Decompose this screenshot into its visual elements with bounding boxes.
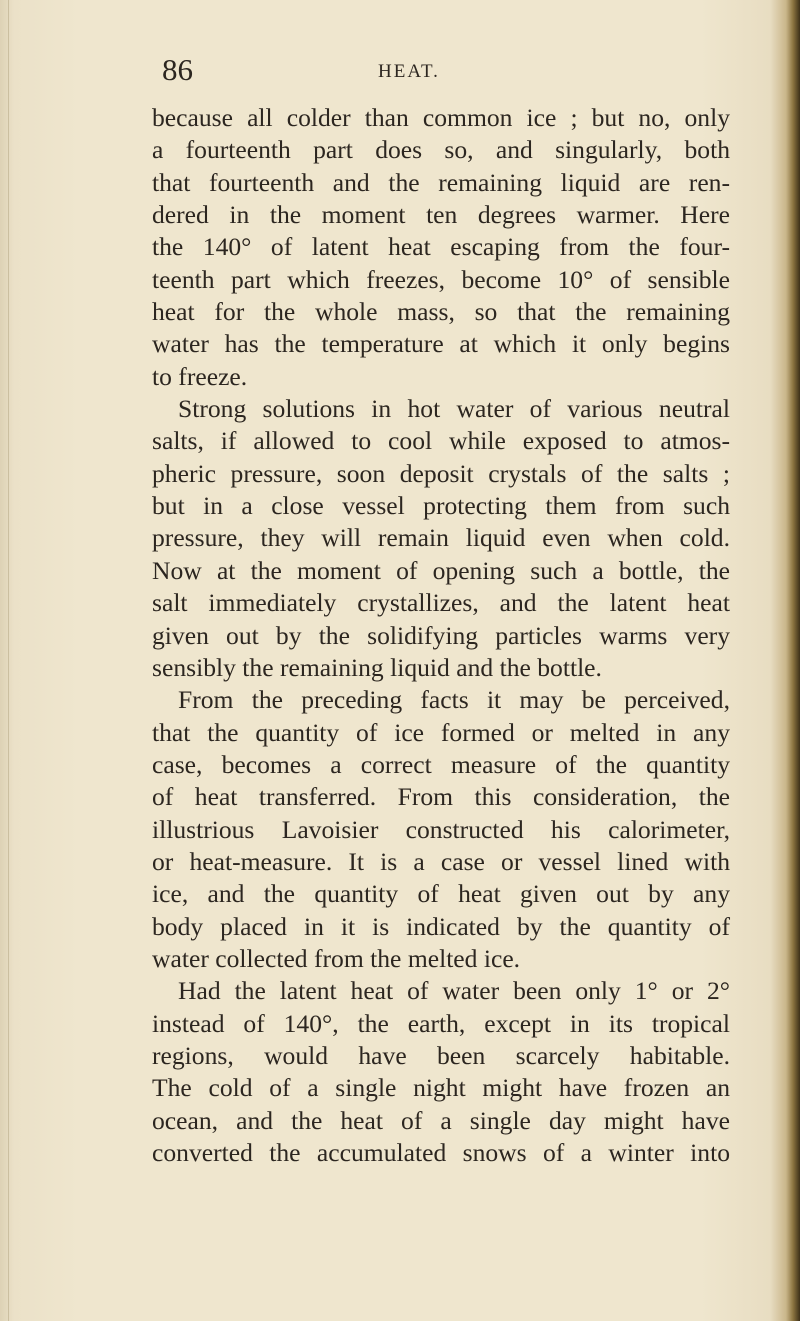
text-line: The cold of a single night might have frozen an (152, 1073, 730, 1103)
text-line: that fourteenth and the remaining liquid are ren- (152, 167, 730, 197)
running-head: HEAT. (378, 61, 440, 82)
text-line: From the preceding facts it may be perceived, (178, 685, 730, 715)
text-line: salts, if allowed to cool while exposed to atmos- (152, 426, 730, 456)
text-line: pheric pressure, soon deposit crystals of the salts ; (152, 458, 730, 488)
text-line: instead of 140°, the earth, except in its tropical (152, 1008, 730, 1038)
text-line: Now at the moment of opening such a bottle, the (152, 555, 730, 585)
page-number: 86 (162, 52, 193, 87)
body-text (152, 102, 730, 1169)
text-line: given out by the solidifying particles warms very (152, 620, 730, 650)
text-line: to freeze. (152, 361, 248, 391)
text-line: Strong solutions in hot water of various neutral (178, 394, 730, 424)
text-line: converted the accumulated snows of a winter into (152, 1138, 730, 1167)
text-line: because all colder than common ice ; but no, only (152, 103, 730, 132)
text-line: water collected from the melted ice. (152, 943, 521, 973)
text-line: the 140° of latent heat escaping from the four- (152, 232, 730, 262)
text-line: that the quantity of ice formed or melted in any (152, 717, 730, 747)
text-line: dered in the moment ten degrees warmer. Here (152, 200, 730, 230)
text-line: teenth part which freezes, become 10° of sensible (152, 264, 730, 294)
page-header (162, 52, 722, 92)
text-line: or heat-measure. It is a case or vessel lined with (152, 846, 730, 876)
text-line: Had the latent heat of water been only 1° or 2° (178, 976, 730, 1006)
text-line: body placed in it is indicated by the quantity of (152, 911, 730, 941)
text-line: sensibly the remaining liquid and the bottle. (152, 652, 602, 682)
text-line: illustrious Lavoisier constructed his calorimeter, (152, 814, 730, 844)
text-line: salt immediately crystallizes, and the latent heat (152, 588, 730, 618)
text-line: a fourteenth part does so, and singularly, both (152, 135, 730, 165)
text-line: case, becomes a correct measure of the quantity (152, 749, 730, 779)
text-line: pressure, they will remain liquid even when cold. (152, 523, 730, 553)
page-edge (8, 0, 9, 1321)
text-line: water has the temperature at which it only begins (152, 329, 730, 359)
text-line: heat for the whole mass, so that the remaining (152, 297, 730, 327)
text-line: ocean, and the heat of a single day might have (152, 1105, 730, 1135)
text-line: of heat transferred. From this consideration, the (152, 782, 730, 812)
text-line: ice, and the quantity of heat given out by any (152, 879, 730, 909)
text-line: regions, would have been scarcely habitable. (152, 1040, 730, 1070)
text-line: but in a close vessel protecting them from such (152, 491, 730, 521)
